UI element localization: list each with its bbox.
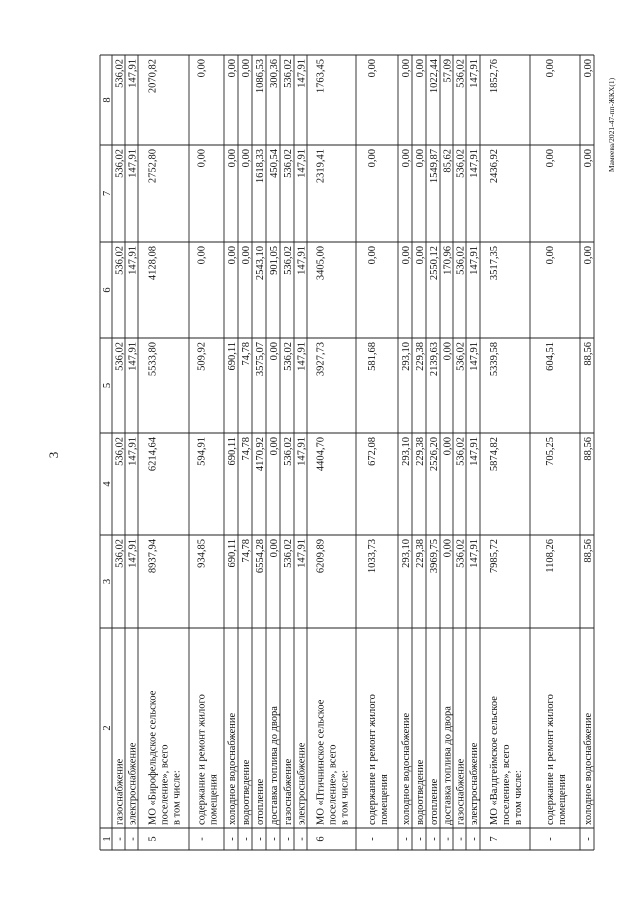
value-cell: 74,78 — [241, 342, 252, 366]
row-number-cell: - — [114, 837, 126, 841]
value-cell: 4404,70 — [315, 437, 327, 472]
value-cell: 5533,80 — [147, 342, 159, 377]
column-number-cell: 5 — [102, 382, 113, 389]
row-name-cell: поселение», всего — [327, 744, 339, 825]
row-name-cell: МО «Валдгеймское сельское — [489, 696, 500, 825]
row-name-cell: доставка топлива до двора — [269, 706, 280, 825]
value-cell: 0,00 — [269, 437, 280, 456]
value-cell: 0,00 — [401, 149, 412, 168]
row-name-cell: в том числе: — [513, 770, 524, 825]
row-name-cell: содержание и ремонт жилого — [545, 694, 556, 825]
page-number: 3 — [46, 451, 61, 459]
value-cell: 536,02 — [455, 539, 467, 568]
row-number-cell: - — [455, 837, 467, 841]
value-cell: 3969,75 — [429, 539, 440, 574]
row-name-cell: МО «Бирофельдское сельское — [147, 690, 159, 825]
value-cell: 3575,07 — [255, 342, 266, 377]
value-cell: 536,02 — [114, 246, 126, 275]
column-number-cell: 6 — [102, 287, 113, 293]
value-cell: 6209,89 — [315, 539, 327, 574]
row-name-cell: поселение», всего — [159, 744, 171, 825]
row-number-cell: 5 — [147, 836, 159, 842]
row-number-cell: - — [196, 837, 208, 841]
row-name-cell: МО «Птичнинское сельское — [315, 699, 327, 825]
row-number-cell: - — [545, 837, 556, 841]
value-cell: 2070,82 — [147, 59, 159, 94]
value-cell: 536,02 — [283, 342, 294, 371]
value-cell: 1549,87 — [429, 149, 440, 184]
value-cell: 147,91 — [296, 539, 308, 568]
value-cell: 5339,58 — [489, 342, 500, 377]
value-cell: 147,91 — [296, 437, 308, 466]
value-cell: 0,00 — [583, 59, 594, 78]
value-cell: 0,00 — [227, 149, 238, 168]
row-name-cell: поселение», всего — [501, 744, 512, 825]
value-cell: 0,00 — [401, 59, 412, 78]
value-cell: 147,91 — [469, 539, 480, 568]
row-name-cell: электроснабжение — [127, 742, 139, 825]
value-cell: 536,02 — [455, 149, 467, 178]
value-cell: 1033,73 — [367, 539, 378, 574]
value-cell: 147,91 — [296, 149, 308, 178]
value-cell: 229,38 — [415, 342, 426, 371]
value-cell: 0,00 — [241, 149, 252, 168]
value-cell: 0,00 — [269, 342, 280, 361]
row-number-cell: - — [429, 837, 440, 841]
value-cell: 0,00 — [196, 59, 208, 78]
row-name-cell: помещения — [557, 774, 568, 825]
value-cell: 293,10 — [401, 342, 412, 371]
value-cell: 0,00 — [367, 246, 378, 265]
value-cell: 0,00 — [545, 149, 556, 168]
value-cell: 0,00 — [227, 59, 238, 78]
value-cell: 690,11 — [227, 437, 238, 466]
value-cell: 147,91 — [127, 342, 139, 371]
value-cell: 0,00 — [415, 149, 426, 168]
value-cell: 1086,53 — [255, 59, 266, 94]
value-cell: 536,02 — [455, 59, 467, 88]
value-cell: 901,05 — [269, 246, 280, 275]
value-cell: 2139,63 — [429, 342, 440, 377]
value-cell: 536,02 — [114, 342, 126, 371]
value-cell: 604,51 — [545, 342, 556, 371]
value-cell: 147,91 — [127, 539, 139, 568]
value-cell: 147,91 — [469, 59, 480, 88]
value-cell: 88,56 — [583, 437, 594, 461]
value-cell: 3927,73 — [315, 342, 327, 377]
value-cell: 293,10 — [401, 437, 412, 466]
value-cell: 509,92 — [196, 342, 208, 371]
column-number-cell: 7 — [102, 190, 113, 197]
value-cell: 0,00 — [269, 539, 280, 558]
value-cell: 147,91 — [469, 437, 480, 466]
column-number-cell: 4 — [102, 481, 113, 487]
value-cell: 2319,41 — [315, 149, 327, 184]
value-cell: 581,68 — [367, 342, 378, 371]
value-cell: 147,91 — [127, 149, 139, 178]
row-number-cell: - — [283, 837, 294, 841]
row-name-cell: водоотведение — [415, 759, 426, 825]
row-number-cell: - — [255, 837, 266, 841]
value-cell: 2550,12 — [429, 246, 440, 281]
row-number-cell: - — [296, 837, 308, 841]
value-cell: 536,02 — [283, 437, 294, 466]
row-name-cell: в том числе: — [339, 770, 351, 825]
value-cell: 0,00 — [196, 149, 208, 168]
value-cell: 147,91 — [127, 246, 139, 275]
value-cell: 88,56 — [583, 342, 594, 366]
value-cell: 1022,44 — [429, 59, 440, 94]
value-cell: 4128,08 — [147, 246, 159, 281]
value-cell: 0,00 — [241, 59, 252, 78]
column-number-cell: 8 — [102, 97, 113, 103]
value-cell: 2436,92 — [489, 149, 500, 184]
value-cell: 0,00 — [442, 539, 454, 558]
value-cell: 57,09 — [442, 59, 454, 83]
value-cell: 450,54 — [269, 149, 280, 178]
value-cell: 0,00 — [415, 246, 426, 265]
value-cell: 1763,45 — [315, 59, 327, 94]
value-cell: 147,91 — [296, 342, 308, 371]
row-name-cell: холодное водоснабжение — [583, 712, 594, 825]
value-cell: 536,02 — [114, 437, 126, 466]
column-number-cell: 3 — [102, 578, 113, 585]
value-cell: 170,96 — [442, 246, 454, 275]
row-number-cell: - — [241, 837, 252, 841]
row-number-cell: - — [367, 837, 378, 841]
value-cell: 229,38 — [415, 437, 426, 466]
value-cell: 0,00 — [401, 246, 412, 265]
value-cell: 147,91 — [127, 59, 139, 88]
row-name-cell: газоснабжение — [455, 758, 467, 825]
row-number-cell: 6 — [315, 836, 327, 842]
value-cell: 147,91 — [469, 246, 480, 275]
row-name-cell: содержание и ремонт жилого — [196, 694, 208, 825]
value-cell: 536,02 — [283, 149, 294, 178]
value-cell: 0,00 — [196, 246, 208, 265]
value-cell: 536,02 — [114, 59, 126, 88]
value-cell: 1852,76 — [489, 59, 500, 94]
value-cell: 3517,35 — [489, 246, 500, 281]
row-name-cell: газоснабжение — [114, 758, 126, 825]
value-cell: 5874,82 — [489, 437, 500, 472]
value-cell: 0,00 — [227, 246, 238, 265]
row-name-cell: холодное водоснабжение — [227, 712, 238, 825]
row-number-cell: - — [442, 837, 454, 841]
row-number-cell: - — [469, 837, 480, 841]
row-number-cell: - — [127, 837, 139, 841]
value-cell: 74,78 — [241, 437, 252, 461]
row-name-cell: водоотведение — [241, 759, 252, 825]
value-cell: 147,91 — [296, 59, 308, 88]
value-cell: 536,02 — [114, 539, 126, 568]
value-cell: 85,62 — [442, 149, 454, 173]
value-cell: 2543,10 — [255, 246, 266, 281]
row-number-cell: - — [227, 837, 238, 841]
value-cell: 0,00 — [583, 246, 594, 265]
value-cell: 536,02 — [283, 246, 294, 275]
row-name-cell: холодное водоснабжение — [401, 712, 412, 825]
value-cell: 88,56 — [583, 539, 594, 563]
value-cell: 229,38 — [415, 539, 426, 568]
value-cell: 0,00 — [241, 246, 252, 265]
row-number-cell: - — [269, 837, 280, 841]
value-cell: 705,25 — [545, 437, 556, 466]
value-cell: 74,78 — [241, 539, 252, 563]
value-cell: 934,85 — [196, 539, 208, 568]
value-cell: 536,02 — [455, 246, 467, 275]
value-cell: 2526,20 — [429, 437, 440, 472]
row-name-cell: газоснабжение — [283, 758, 294, 825]
row-name-cell: электроснабжение — [469, 742, 480, 825]
value-cell: 690,11 — [227, 342, 238, 371]
value-cell: 690,11 — [227, 539, 238, 568]
value-cell: 0,00 — [545, 246, 556, 265]
row-name-cell: доставка топлива до двора — [442, 706, 454, 825]
value-cell: 8937,94 — [147, 539, 159, 574]
value-cell: 594,91 — [196, 437, 208, 466]
value-cell: 1108,26 — [545, 539, 556, 573]
value-cell: 536,02 — [114, 149, 126, 178]
value-cell: 147,91 — [469, 149, 480, 178]
value-cell: 7985,72 — [489, 539, 500, 574]
row-name-cell: помещения — [208, 774, 220, 825]
value-cell: 0,00 — [415, 59, 426, 78]
row-number-cell: - — [583, 837, 594, 841]
value-cell: 4170,92 — [255, 437, 266, 472]
value-cell: 0,00 — [367, 59, 378, 78]
value-cell: 0,00 — [583, 149, 594, 168]
column-number-cell: 2 — [102, 725, 113, 731]
row-name-cell: содержание и ремонт жилого — [367, 694, 378, 825]
value-cell: 536,02 — [283, 539, 294, 568]
row-name-cell: помещения — [379, 774, 390, 825]
value-cell: 300,36 — [269, 59, 280, 88]
value-cell: 0,00 — [442, 437, 454, 456]
value-cell: 147,91 — [296, 246, 308, 275]
value-cell: 536,02 — [455, 437, 467, 466]
row-name-cell: отопление — [255, 778, 266, 825]
row-name-cell: в том числе: — [171, 770, 183, 825]
value-cell: 536,02 — [283, 59, 294, 88]
value-cell: 0,00 — [367, 149, 378, 168]
value-cell: 536,02 — [455, 342, 467, 371]
row-name-cell: электроснабжение — [296, 742, 308, 825]
footer-code: Мамеева/2021-47-пп-ЖКХ(1) — [607, 77, 616, 173]
column-number-cell: 1 — [102, 836, 113, 842]
value-cell: 147,91 — [469, 342, 480, 371]
value-cell: 1618,33 — [255, 149, 266, 184]
value-cell: 147,91 — [127, 437, 139, 466]
value-cell: 2752,80 — [147, 149, 159, 184]
row-number-cell: 7 — [489, 836, 500, 842]
value-cell: 0,00 — [442, 342, 454, 361]
value-cell: 293,10 — [401, 539, 412, 568]
value-cell: 6214,64 — [147, 437, 159, 472]
value-cell: 0,00 — [545, 59, 556, 78]
value-cell: 6554,28 — [255, 539, 266, 574]
value-cell: 672,08 — [367, 437, 378, 466]
row-number-cell: - — [415, 837, 426, 841]
row-name-cell: отопление — [429, 778, 440, 825]
row-number-cell: - — [401, 837, 412, 841]
value-cell: 3405,00 — [315, 246, 327, 281]
